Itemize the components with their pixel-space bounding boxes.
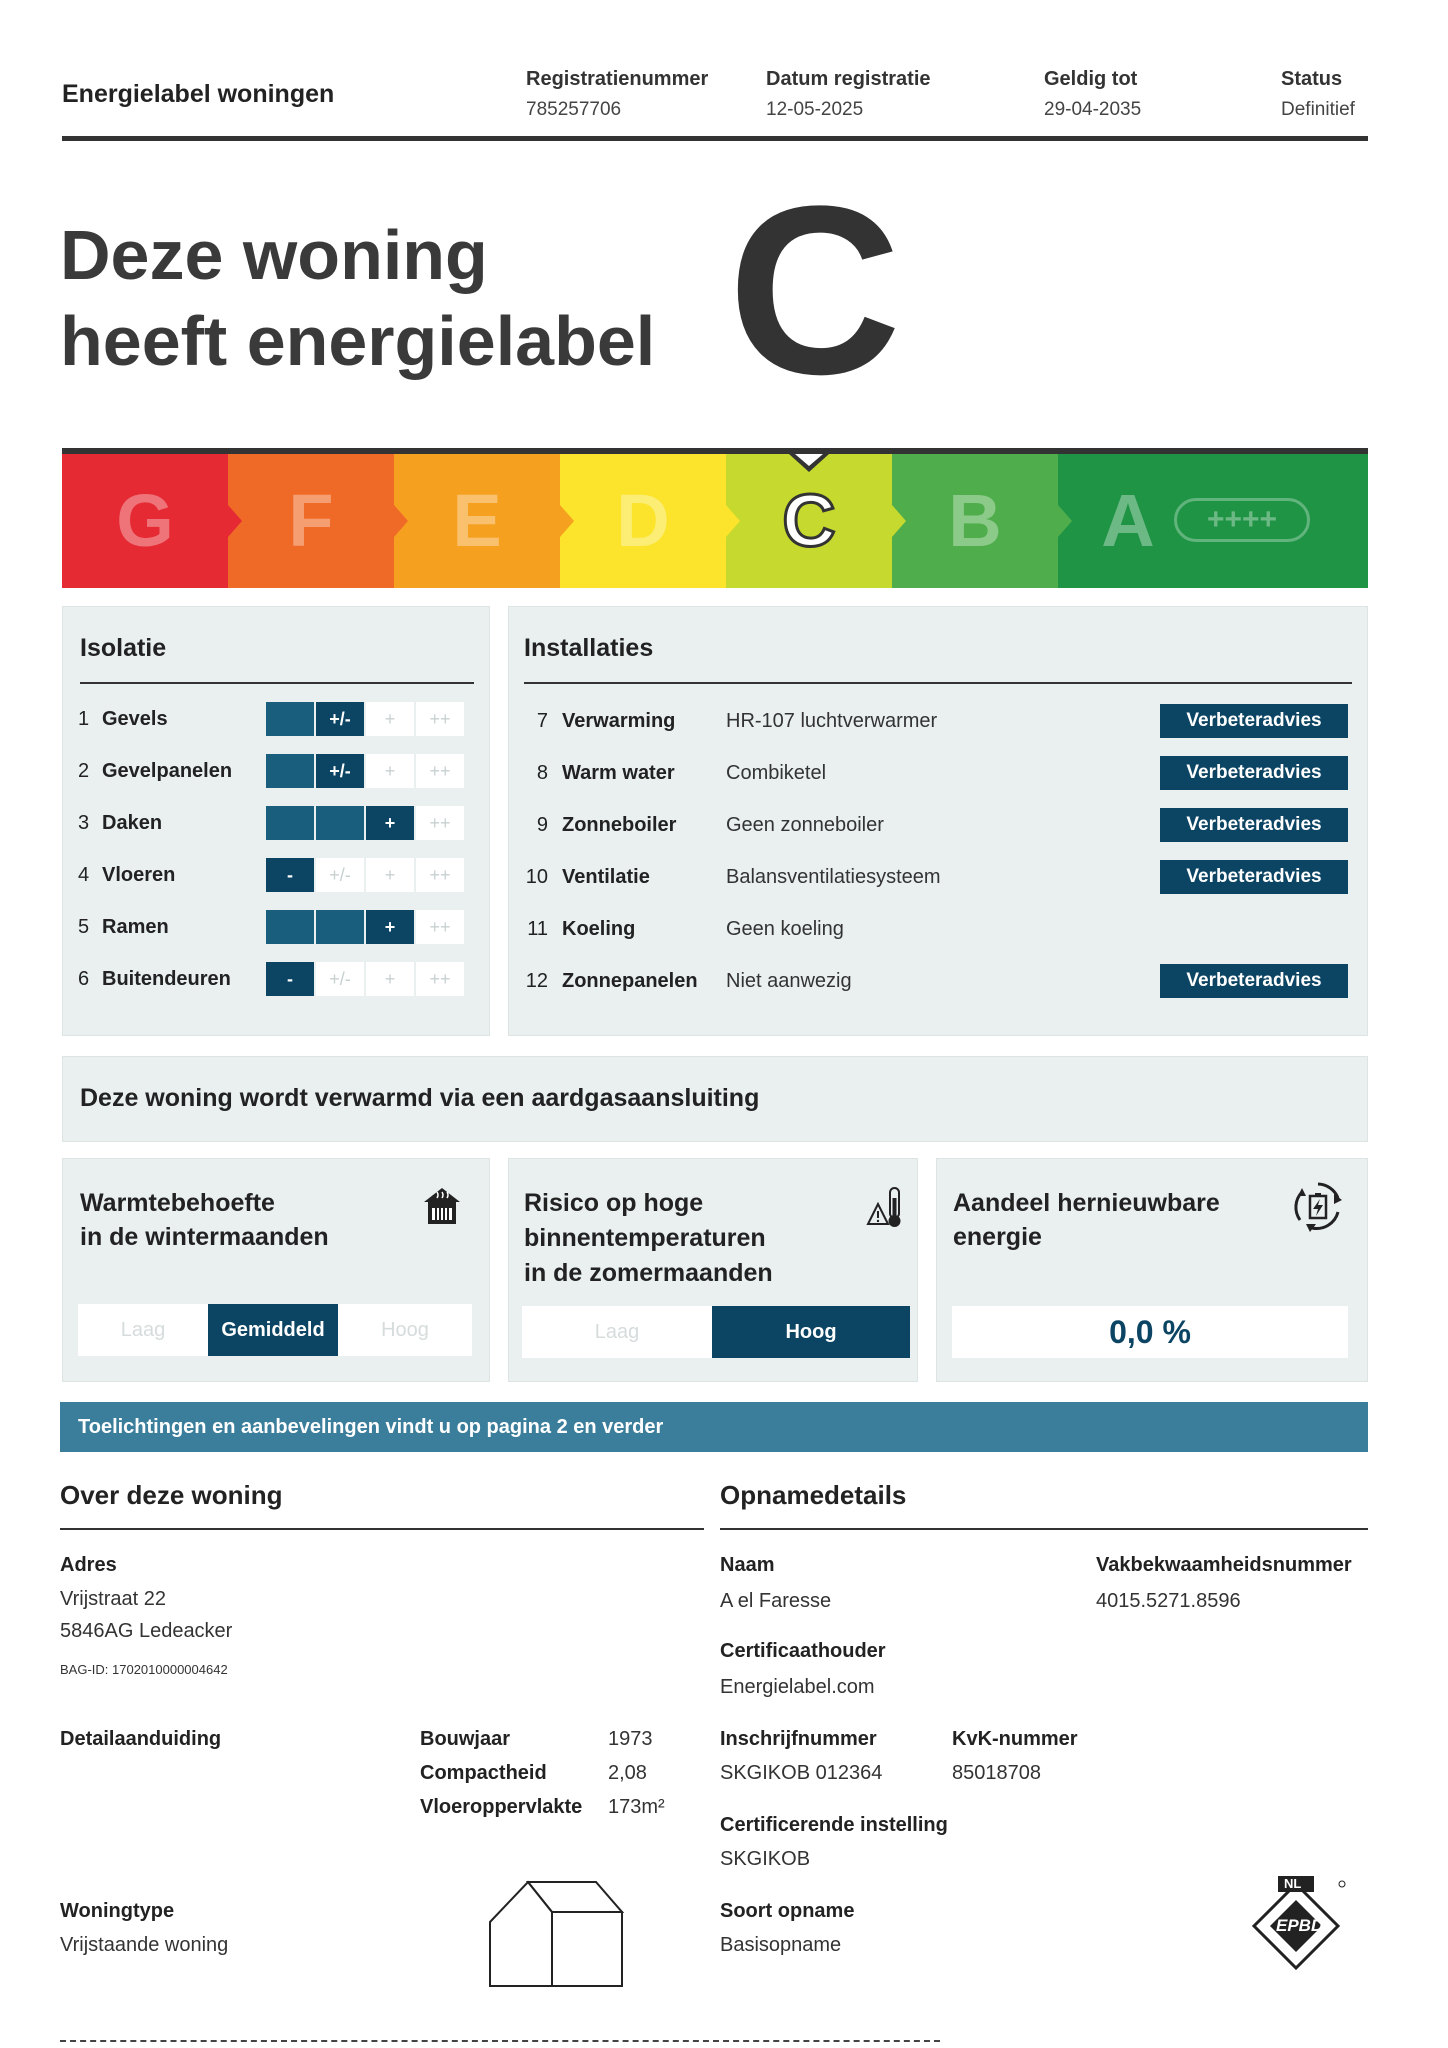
naam-label: Naam [720,1554,775,1576]
header-divider [62,136,1368,141]
installatie-row-name: Zonnepanelen [562,970,698,992]
adres-label: Adres [60,1554,117,1576]
energy-band-letter-d: D [616,479,670,562]
warmtebehoefte-title [80,1186,329,1254]
hero-energy-label: C [728,156,902,424]
over-deze-woning-title: Over deze woning [60,1480,283,1510]
energy-band-letter-g: G [116,479,174,562]
installatie-row-value: Geen koeling [726,918,844,940]
hero-heading [60,212,655,384]
isolatie-divider [80,682,474,684]
isolatie-rating-cell: + [366,702,416,736]
status-field [1281,68,1355,121]
warmte-option-hoog: Hoog [381,1318,429,1341]
warmte-option-laag: Laag [120,1318,166,1341]
compactheid-value: 2,08 [608,1762,647,1784]
isolatie-rating-scale [266,754,466,788]
hernieuwbare-title-1: Aandeel hernieuwbare [953,1189,1220,1217]
verbeteradvies-button[interactable]: Verbeteradvies [1160,964,1348,998]
opname-divider [720,1528,1368,1530]
energy-band-letter-c: C [782,479,836,562]
compactheid-label: Compactheid [420,1762,547,1784]
registratienummer-value: 785257706 [526,99,622,120]
inschrijfnummer-label: Inschrijfnummer [720,1728,877,1750]
hernieuwbare-title [953,1186,1220,1254]
inschrijfnummer-value: SKGIKOB 012364 [720,1762,883,1784]
isolatie-rating-scale [266,806,466,840]
installaties-divider [524,682,1352,684]
isolatie-rating-cell [266,910,316,944]
epbd-logo [1246,1874,1346,1986]
adres-line-1: Vrijstraat 22 [60,1588,166,1610]
warmtebehoefte-title-1: Warmtebehoefte [80,1189,275,1217]
document-title: Energielabel woningen [62,80,335,108]
installatie-row-number: 7 [536,710,548,732]
risico-option-hoog: Hoog [712,1306,910,1358]
isolatie-row-label [78,760,232,783]
thermometer-warning-icon [866,1184,908,1235]
house-heating-icon [420,1184,464,1233]
isolatie-rating-scale [266,702,466,736]
adres-line-2: 5846AG Ledeacker [60,1620,233,1642]
vakbekwaamheid-value: 4015.5271.8596 [1096,1590,1241,1612]
isolatie-rating-cell: + [366,858,416,892]
installatie-row-number: 8 [536,762,548,784]
energy-band-a-plus-pill: ++++ [1174,498,1310,542]
risico-title [524,1186,773,1291]
bag-id: BAG-ID: 1702010000004642 [60,1662,228,1677]
verbeteradvies-button[interactable]: Verbeteradvies [1160,808,1348,842]
installatie-row-number: 9 [536,814,548,836]
epbd-mark-text: EPBD [1276,1916,1324,1935]
isolatie-row-number: 3 [78,812,90,834]
geldig-tot-label: Geldig tot [1044,68,1138,90]
isolatie-row-number: 4 [78,864,90,886]
status-label: Status [1281,68,1343,90]
verwarming-text: Deze woning wordt verwarmd via een aardgasaansluiting [80,1084,760,1112]
isolatie-rating-cell: - [266,962,316,996]
kvk-value: 85018708 [952,1762,1041,1784]
installatie-row-name: Zonneboiler [562,814,677,836]
certificerende-instelling-label: Certificerende instelling [720,1814,948,1836]
isolatie-title: Isolatie [80,634,167,662]
isolatie-row-name: Ramen [102,916,169,938]
isolatie-rating-cell [266,806,316,840]
energy-band-letter-a: A [1101,479,1155,562]
isolatie-rating-scale [266,962,466,996]
isolatie-row-number: 5 [78,916,90,938]
installatie-row-value: Niet aanwezig [726,970,852,992]
installatie-row-number: 12 [525,970,548,992]
certificaathouder-label: Certificaathouder [720,1640,886,1662]
isolatie-rating-cell: +/- [316,702,366,736]
isolatie-row-name: Vloeren [102,864,176,886]
installatie-row-name: Verwarming [562,710,676,732]
isolatie-row-number: 6 [78,968,90,990]
soort-opname-value: Basisopname [720,1934,842,1956]
isolatie-row-number: 1 [78,708,90,730]
status-value: Definitief [1281,99,1355,120]
datum-registratie-field [766,68,931,121]
installaties-title: Installaties [524,634,654,662]
isolatie-rating-cell: ++ [416,702,466,736]
hernieuwbare-title-2: energie [953,1223,1042,1251]
toelichting-bar [60,1402,1368,1452]
isolatie-row-number: 2 [78,760,90,782]
certificaathouder-value: Energielabel.com [720,1676,875,1698]
installatie-row-value: Balansventilatiesysteem [726,866,941,888]
isolatie-rating-cell: - [266,858,316,892]
isolatie-row-name: Gevels [102,708,168,730]
verbeteradvies-button[interactable]: Verbeteradvies [1160,704,1348,738]
risico-title-2: binnentemperaturen [524,1224,766,1252]
hernieuwbare-value-box [952,1306,1348,1358]
woningtype-label: Woningtype [60,1900,175,1922]
energy-band-letter-b: B [948,479,1002,562]
installatie-row-name: Ventilatie [562,866,650,888]
isolatie-rating-scale [266,858,466,892]
energy-band-letter-f: F [288,479,334,562]
isolatie-rating-cell [266,754,316,788]
isolatie-rating-scale [266,910,466,944]
hero-line-1: Deze woning [60,216,488,294]
isolatie-row-label [78,864,175,887]
detailaanduiding-label: Detailaanduiding [60,1728,222,1750]
isolatie-rating-cell [266,702,316,736]
opnamedetails-title: Opnamedetails [720,1480,907,1510]
warmtebehoefte-title-2: in de wintermaanden [80,1223,329,1251]
datum-registratie-label: Datum registratie [766,68,931,90]
isolatie-row-name: Gevelpanelen [102,760,233,782]
naam-value: A el Faresse [720,1590,832,1612]
over-divider [60,1528,704,1530]
risico-title-1: Risico op hoge [524,1189,704,1217]
verbeteradvies-button[interactable]: Verbeteradvies [1160,860,1348,894]
isolatie-rating-cell [316,806,366,840]
isolatie-rating-cell: + [366,962,416,996]
installatie-row-number: 10 [525,866,548,888]
isolatie-rating-cell: + [366,754,416,788]
isolatie-row-label [78,708,168,731]
isolatie-rating-cell: ++ [416,910,466,944]
isolatie-rating-cell [316,910,366,944]
detached-house-icon [488,1880,624,1995]
vakbekwaamheid-label: Vakbekwaamheidsnummer [1096,1554,1352,1576]
risico-option-laag: Laag [594,1320,640,1343]
verbeteradvies-button[interactable]: Verbeteradvies [1160,756,1348,790]
installatie-row-value: HR-107 luchtverwarmer [726,710,938,732]
isolatie-rating-cell: ++ [416,754,466,788]
epbd-nl-text: NL [1284,1876,1302,1891]
isolatie-rating-cell: +/- [316,858,366,892]
warmte-option-gemiddeld: Gemiddeld [208,1304,338,1356]
toelichting-text: Toelichtingen en aanbevelingen vindt u op pagina 2 en verder [78,1415,664,1438]
isolatie-rating-cell: ++ [416,806,466,840]
isolatie-row-name: Buitendeuren [102,968,231,990]
isolatie-rating-cell: ++ [416,858,466,892]
hernieuwbare-value: 0,0 % [1109,1313,1191,1350]
risico-title-3: in de zomermaanden [524,1259,773,1287]
registratienummer-label: Registratienummer [526,68,709,90]
isolatie-rating-cell: +/- [316,754,366,788]
kvk-label: KvK-nummer [952,1728,1078,1750]
isolatie-row-label [78,812,162,835]
energy-band-arrow [1058,505,1072,537]
geldig-tot-field [1044,68,1141,121]
isolatie-rating-cell: + [366,910,416,944]
footer-cut-line [60,2040,940,2045]
selected-label-pointer-inner [795,454,823,466]
installatie-row-value: Combiketel [726,762,827,784]
installatie-row-number: 11 [527,918,548,940]
geldig-tot-value: 29-04-2035 [1044,99,1142,120]
installatie-row-value: Geen zonneboiler [726,814,884,836]
risico-scale [522,1306,910,1358]
soort-opname-label: Soort opname [720,1900,855,1922]
bouwjaar-label: Bouwjaar [420,1728,511,1750]
isolatie-row-label [78,916,169,939]
isolatie-rating-cell: ++ [416,962,466,996]
datum-registratie-value: 12-05-2025 [766,99,864,120]
installatie-row-name: Koeling [562,918,636,940]
certificerende-instelling-value: SKGIKOB [720,1848,811,1870]
woningtype-value: Vrijstaande woning [60,1934,229,1956]
registratienummer-field [526,68,708,121]
warmtebehoefte-scale [78,1304,472,1356]
isolatie-row-label [78,968,231,991]
energy-band-letter-e: E [452,479,502,562]
vloeroppervlakte-value: 173m² [608,1796,665,1818]
bouwjaar-value: 1973 [608,1728,653,1750]
isolatie-rating-cell: +/- [316,962,366,996]
installatie-row-name: Warm water [562,762,675,784]
vloeroppervlakte-label: Vloeroppervlakte [420,1796,583,1818]
renewable-battery-icon [1290,1178,1346,1239]
isolatie-row-name: Daken [102,812,163,834]
hero-line-2: heeft energielabel [60,302,656,380]
isolatie-rating-cell: + [366,806,416,840]
